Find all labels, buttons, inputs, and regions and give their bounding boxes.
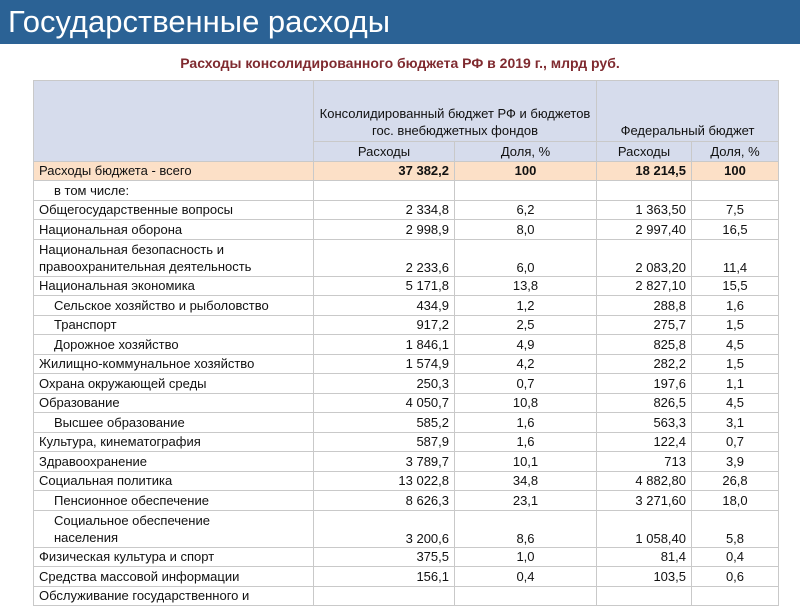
fed-share: [692, 586, 779, 606]
cons-share: 34,8: [455, 471, 597, 491]
col-share-fed: Доля, %: [692, 142, 779, 162]
table-row: [34, 432, 779, 452]
cons-share: 2,5: [455, 315, 597, 335]
table-row: [34, 452, 779, 472]
fed-share: 0,6: [692, 567, 779, 587]
cons-share: 13,8: [455, 276, 597, 296]
row-label: Охрана окружающей среды: [34, 374, 314, 394]
cons-value: 2 233,6: [314, 239, 455, 276]
fed-value: 1 363,50: [597, 200, 692, 220]
row-label: Здравоохранение: [34, 452, 314, 472]
row-label: Национальная экономика: [34, 276, 314, 296]
cons-value: 585,2: [314, 413, 455, 433]
col-share: Доля, %: [455, 142, 597, 162]
row-label: Национальная оборона: [34, 220, 314, 240]
cons-value: [314, 181, 455, 201]
col-expenses-fed: Расходы: [597, 142, 692, 162]
cons-value: 250,3: [314, 374, 455, 394]
cons-share: 1,6: [455, 432, 597, 452]
table-row: [34, 200, 779, 220]
row-label: Пенсионное обеспечение: [34, 491, 314, 511]
table-row: [34, 567, 779, 587]
fed-share: 0,7: [692, 432, 779, 452]
row-label: Дорожное хозяйство: [34, 335, 314, 355]
table-row: [34, 491, 779, 511]
table-row: [34, 510, 779, 547]
cons-share: 1,2: [455, 296, 597, 316]
fed-value: 4 882,80: [597, 471, 692, 491]
header-federal: Федеральный бюджет: [597, 81, 779, 142]
cons-value: 1 846,1: [314, 335, 455, 355]
header-consolidated: Консолидированный бюджет РФ и бюджетов гос. внебюджетных фондов: [314, 81, 597, 142]
table-row: [34, 296, 779, 316]
row-label: Общегосударственные вопросы: [34, 200, 314, 220]
fed-value: 3 271,60: [597, 491, 692, 511]
cons-value: 917,2: [314, 315, 455, 335]
row-label: Социальная политика: [34, 471, 314, 491]
col-expenses: Расходы: [314, 142, 455, 162]
row-label: Обслуживание государственного и: [34, 586, 314, 606]
cons-value: 156,1: [314, 567, 455, 587]
fed-value: 288,8: [597, 296, 692, 316]
fed-share: 1,5: [692, 315, 779, 335]
row-label: Средства массовой информации: [34, 567, 314, 587]
fed-share: 1,5: [692, 354, 779, 374]
cons-share: 100: [455, 161, 597, 181]
row-label: Физическая культура и спорт: [34, 547, 314, 567]
fed-value: 826,5: [597, 393, 692, 413]
fed-value: 122,4: [597, 432, 692, 452]
table-row: [34, 220, 779, 240]
table-row: [34, 471, 779, 491]
table-caption: Расходы консолидированного бюджета РФ в 2019 г., млрд руб.: [180, 55, 620, 71]
slide-title: Государственные расходы: [0, 0, 800, 44]
fed-value: 282,2: [597, 354, 692, 374]
cons-value: 13 022,8: [314, 471, 455, 491]
fed-share: 4,5: [692, 393, 779, 413]
fed-value: [597, 181, 692, 201]
row-label: Транспорт: [34, 315, 314, 335]
cons-share: 8,6: [455, 510, 597, 547]
cons-share: 1,0: [455, 547, 597, 567]
cons-value: 434,9: [314, 296, 455, 316]
row-label: Жилищно-коммунальное хозяйство: [34, 354, 314, 374]
cons-share: 4,9: [455, 335, 597, 355]
cons-share: 6,0: [455, 239, 597, 276]
cons-value: 3 789,7: [314, 452, 455, 472]
fed-value: 81,4: [597, 547, 692, 567]
fed-share: 11,4: [692, 239, 779, 276]
fed-value: 197,6: [597, 374, 692, 394]
fed-value: 2 997,40: [597, 220, 692, 240]
fed-value: 713: [597, 452, 692, 472]
table-row: [34, 161, 779, 181]
cons-value: 2 334,8: [314, 200, 455, 220]
table-row: [34, 413, 779, 433]
table-row: [34, 374, 779, 394]
fed-share: 0,4: [692, 547, 779, 567]
cons-value: 8 626,3: [314, 491, 455, 511]
table-row: [34, 393, 779, 413]
cons-share: 4,2: [455, 354, 597, 374]
row-label: Социальное обеспечение населения: [34, 510, 314, 547]
row-label: Национальная безопасность и правоохранительная деятельность: [34, 239, 314, 276]
table-row: [34, 547, 779, 567]
fed-value: 18 214,5: [597, 161, 692, 181]
row-label: Образование: [34, 393, 314, 413]
cons-share: [455, 586, 597, 606]
fed-value: 563,3: [597, 413, 692, 433]
fed-share: [692, 181, 779, 201]
cons-value: [314, 586, 455, 606]
row-label: Расходы бюджета - всего: [34, 161, 314, 181]
fed-share: 7,5: [692, 200, 779, 220]
fed-share: 15,5: [692, 276, 779, 296]
cons-value: 3 200,6: [314, 510, 455, 547]
fed-value: 1 058,40: [597, 510, 692, 547]
table-row: [34, 239, 779, 276]
table-row: [34, 335, 779, 355]
cons-share: 8,0: [455, 220, 597, 240]
table-row: [34, 354, 779, 374]
cons-share: 6,2: [455, 200, 597, 220]
cons-share: 0,4: [455, 567, 597, 587]
fed-share: 26,8: [692, 471, 779, 491]
cons-share: 23,1: [455, 491, 597, 511]
cons-value: 2 998,9: [314, 220, 455, 240]
fed-share: 16,5: [692, 220, 779, 240]
fed-share: 1,6: [692, 296, 779, 316]
expenses-table: [33, 80, 779, 606]
cons-share: 1,6: [455, 413, 597, 433]
header-empty-cell: [34, 81, 314, 162]
row-label: Культура, кинематография: [34, 432, 314, 452]
table-header-row: [34, 81, 779, 142]
cons-share: [455, 181, 597, 201]
fed-share: 4,5: [692, 335, 779, 355]
fed-value: 2 083,20: [597, 239, 692, 276]
cons-value: 375,5: [314, 547, 455, 567]
cons-share: 0,7: [455, 374, 597, 394]
fed-value: 825,8: [597, 335, 692, 355]
fed-share: 18,0: [692, 491, 779, 511]
cons-value: 4 050,7: [314, 393, 455, 413]
fed-share: 3,9: [692, 452, 779, 472]
table-row: [34, 315, 779, 335]
fed-share: 1,1: [692, 374, 779, 394]
fed-value: 2 827,10: [597, 276, 692, 296]
table-row: [34, 586, 779, 606]
fed-share: 3,1: [692, 413, 779, 433]
cons-value: 37 382,2: [314, 161, 455, 181]
row-label: Сельское хозяйство и рыболовство: [34, 296, 314, 316]
cons-value: 587,9: [314, 432, 455, 452]
table-row: [34, 181, 779, 201]
cons-share: 10,1: [455, 452, 597, 472]
cons-share: 10,8: [455, 393, 597, 413]
cons-value: 5 171,8: [314, 276, 455, 296]
cons-value: 1 574,9: [314, 354, 455, 374]
row-label: в том числе:: [34, 181, 314, 201]
table-row: [34, 276, 779, 296]
fed-value: [597, 586, 692, 606]
fed-share: 100: [692, 161, 779, 181]
fed-value: 103,5: [597, 567, 692, 587]
fed-value: 275,7: [597, 315, 692, 335]
fed-share: 5,8: [692, 510, 779, 547]
row-label: Высшее образование: [34, 413, 314, 433]
